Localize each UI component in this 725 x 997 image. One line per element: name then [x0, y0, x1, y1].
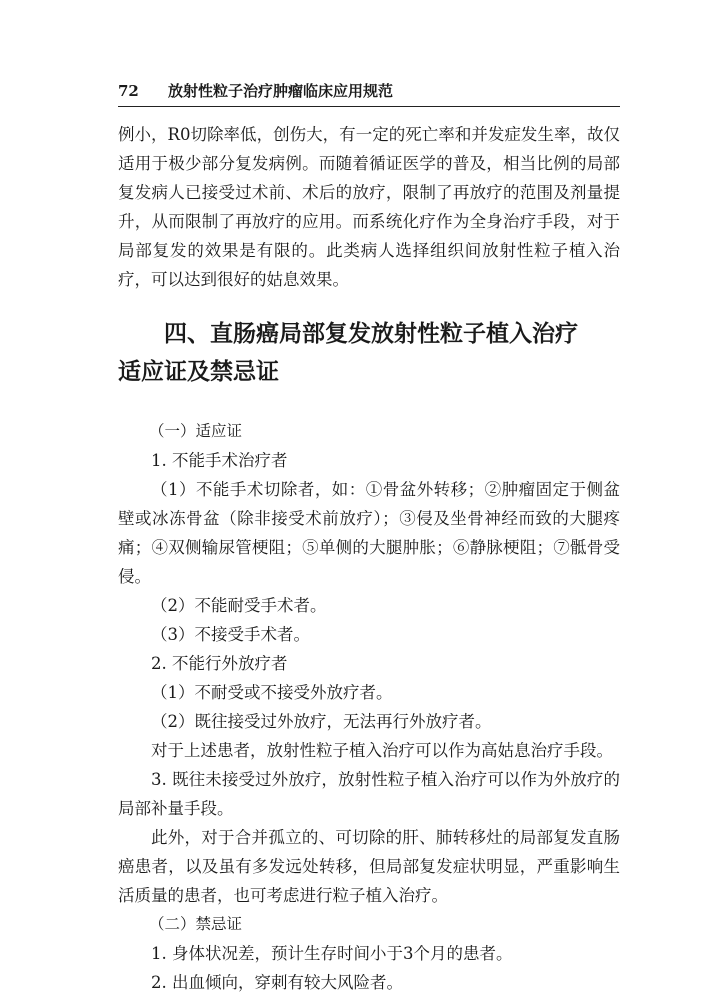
indications-heading: （一）适应证: [149, 422, 243, 440]
indication-item-1-sub-1: （1）不能手术切除者，如：①骨盆外转移；②肿瘤固定于侧盆壁或冰冻骨盆（除非接受术前放疗）；③侵及坐骨神经而致的大腿疼痛；④双侧输尿管梗阻；⑤单侧的大腿肿胀；⑥静脉梗阻；⑦骶骨受侵。: [118, 480, 620, 586]
book-title: 放射性粒子治疗肿瘤临床应用规范: [168, 82, 394, 100]
indication-item-1-title: 1. 不能手术治疗者: [151, 451, 288, 470]
indication-item-2-sub-2: （2）既往接受过外放疗，无法再行外放疗者。: [151, 712, 492, 731]
indication-item-2-title: 2. 不能行外放疗者: [151, 654, 288, 673]
indication-item-1-sub-3: （3）不接受手术者。: [151, 625, 310, 644]
indication-item-2-sub-1: （1）不耐受或不接受外放疗者。: [151, 683, 393, 702]
contraindication-item-2: 2. 出血倾向，穿刺有较大风险者。: [151, 973, 403, 992]
contraindication-item-1: 1. 身体状况差，预计生存时间小于3个月的患者。: [151, 944, 513, 963]
intro-paragraph: 例小，R0切除率低，创伤大，有一定的死亡率和并发症发生率，故仅适用于极少部分复发病例。而随着循证医学的普及，相当比例的局部复发病人已接受过术前、术后的放疗，限制了再放疗的范围及剂量提升，从而限制了再放疗的应用。而系统化疗作为全身治疗手段，对于局部复发的效果是有限的。此类病人选择组织间放射性粒子植入治疗，可以达到很好的姑息效果。: [118, 125, 620, 289]
section-title-line2: 适应证及禁忌证: [118, 358, 279, 385]
page-content: [118, 120, 620, 997]
contraindications-heading: （二）禁忌证: [149, 915, 243, 933]
running-header: [118, 80, 618, 102]
section-title: [118, 315, 620, 391]
indication-summary-2: 此外，对于合并孤立的、可切除的肝、肺转移灶的局部复发直肠癌患者，以及虽有多发远处转移，但局部复发症状明显，严重影响生活质量的患者，也可考虑进行粒子植入治疗。: [118, 828, 620, 905]
section-heading: [118, 315, 620, 391]
section-title-line1: 四、直肠癌局部复发放射性粒子植入治疗: [164, 320, 578, 347]
header-rule: [118, 106, 620, 107]
page-number: 72: [118, 82, 139, 100]
indication-item-3: 3. 既往未接受过外放疗，放射性粒子植入治疗可以作为外放疗的局部补量手段。: [118, 770, 620, 818]
indication-item-1-sub-2: （2）不能耐受手术者。: [151, 596, 327, 615]
indication-summary-1: 对于上述患者，放射性粒子植入治疗可以作为高姑息治疗手段。: [151, 741, 613, 760]
